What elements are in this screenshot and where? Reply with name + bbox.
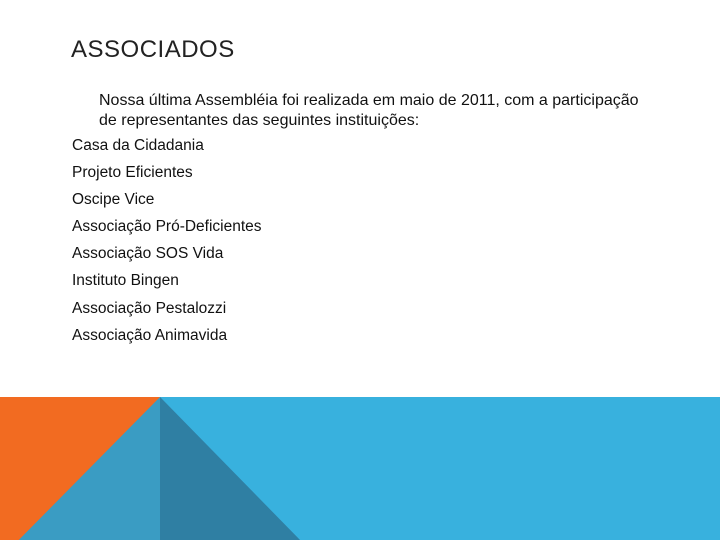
institutions-list (72, 136, 262, 353)
footer-shapes (0, 397, 720, 540)
list-item: Associação Animavida (72, 326, 228, 344)
list-item: Casa da Cidadania (72, 137, 204, 154)
list-item: Associação Pró-Deficientes (72, 218, 262, 236)
decorative-footer (0, 397, 720, 540)
slide-title: ASSOCIADOS (71, 36, 235, 63)
list-item: Instituto Bingen (72, 272, 179, 290)
list-item: Associação Pestalozzi (72, 299, 227, 317)
intro-paragraph: Nossa última Assembléia foi realizada em maio de 2011, com a participação de representantes das seguintes instituições: (99, 92, 639, 129)
list-item: Projeto Eficientes (72, 164, 193, 182)
list-item: Oscipe Vice (72, 191, 155, 209)
list-item: Associação SOS Vida (72, 245, 224, 263)
